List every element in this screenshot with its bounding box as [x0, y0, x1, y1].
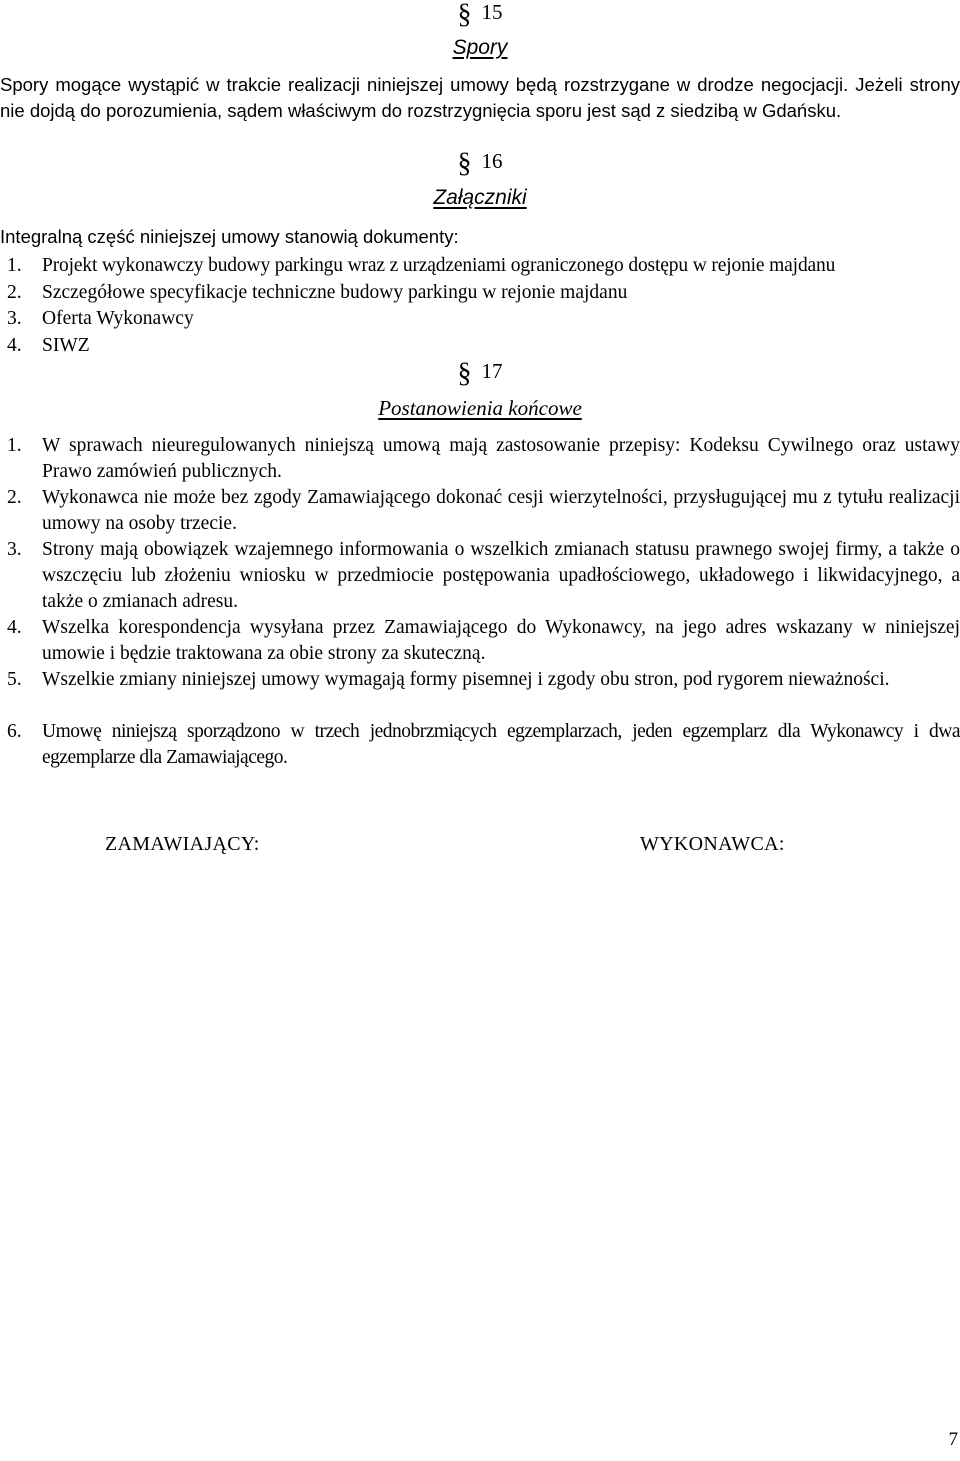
- section-17-title: Postanowienia końcowe: [378, 396, 582, 420]
- paragraph-sign: §: [457, 358, 472, 389]
- section-16-heading: [0, 148, 960, 179]
- signature-contractor: WYKONAWCA:: [640, 833, 785, 855]
- page-number: 7: [948, 1429, 958, 1450]
- section-16-title: Załączniki: [433, 186, 527, 209]
- section-15-title: Spory: [452, 36, 508, 59]
- section-15-text: Spory mogące wystąpić w trakcie realizacji niniejszej umowy będą rozstrzygane w drodze negocjacji. Jeżeli strony nie dojdą do porozumienia, sądem właściwym do rozstrzygnięcia sporu jest sąd z siedzibą w Gdańsku.: [0, 74, 960, 121]
- signature-ordering-party: ZAMAWIAJĄCY:: [105, 833, 260, 855]
- section-17-number: 17: [481, 359, 503, 383]
- section-17-heading: [0, 358, 960, 389]
- paragraph-sign: §: [457, 0, 472, 30]
- section-16-number: 16: [481, 149, 503, 173]
- section-15-number: 15: [481, 0, 503, 24]
- document-page: § 15 Spory Spory mogące wystąpić w trakcie realizacji niniejszej umowy będą rozstrzygane w drodze negocjacji. Jeżeli strony nie dojdą do porozumienia, sądem właściwym do rozstrzygnięcia sporu jest sąd z siedzibą w Gdańsku. § 16 Załączniki Integralną część niniejszej umowy stanowią dokumenty: 1. Projekt wykonawczy budowy parkingu wraz z urządzeniami ograniczonego dostępu w rejonie majdanu 2. Szczegółowe specyfikacje techniczne budowy parkingu w rejonie majdanu 3. Oferta Wykonawcy 4. SIWZ § 17 Postanowienia końcowe 1. W sprawach nieuregulowanych niniejszą umową mają zastosowanie przepisy: Kodeksu Cywilnego oraz ustawy Prawo zamówień publicznych. 2. Wykonawca nie może bez zgody Zamawiającego dokonać cesji wierzytelności, przysługującej mu z tytułu realizacji umowy na osoby trzecie. 3. Strony mają obowiązek wzajemnego informowania o wszelkich zmianach statusu prawnego swojej firmy, a także o wszczęciu lub złożeniu wniosku w przedmiocie postępowania upadłościowego, układowego i likwidacyjnego, a także o zmianach adresu. 4. Wszelka korespondencja wysyłana przez Zamawiającego do Wykonawcy, na jego adres wskazany w niniejszej umowie i będzie traktowana za obie strony za skuteczną. 5. Wszelkie zmiany niniejszej umowy wymagają formy pisemnej i zgody obu stron, pod rygorem nieważności. 6. Umowę niniejszą sporządzono w trzech jednobrzmiących egzemplarzach, jeden egzemplarz dla Wykonawcy i dwa egzemplarze dla Zamawiającego. ZAMAWIAJĄCY: WYKONAWCA: 7: [0, 0, 960, 1450]
- section-16-intro: Integralną część niniejszej umowy stanowią dokumenty:: [0, 226, 459, 247]
- paragraph-sign: §: [457, 148, 472, 179]
- section-15-heading: [0, 0, 960, 30]
